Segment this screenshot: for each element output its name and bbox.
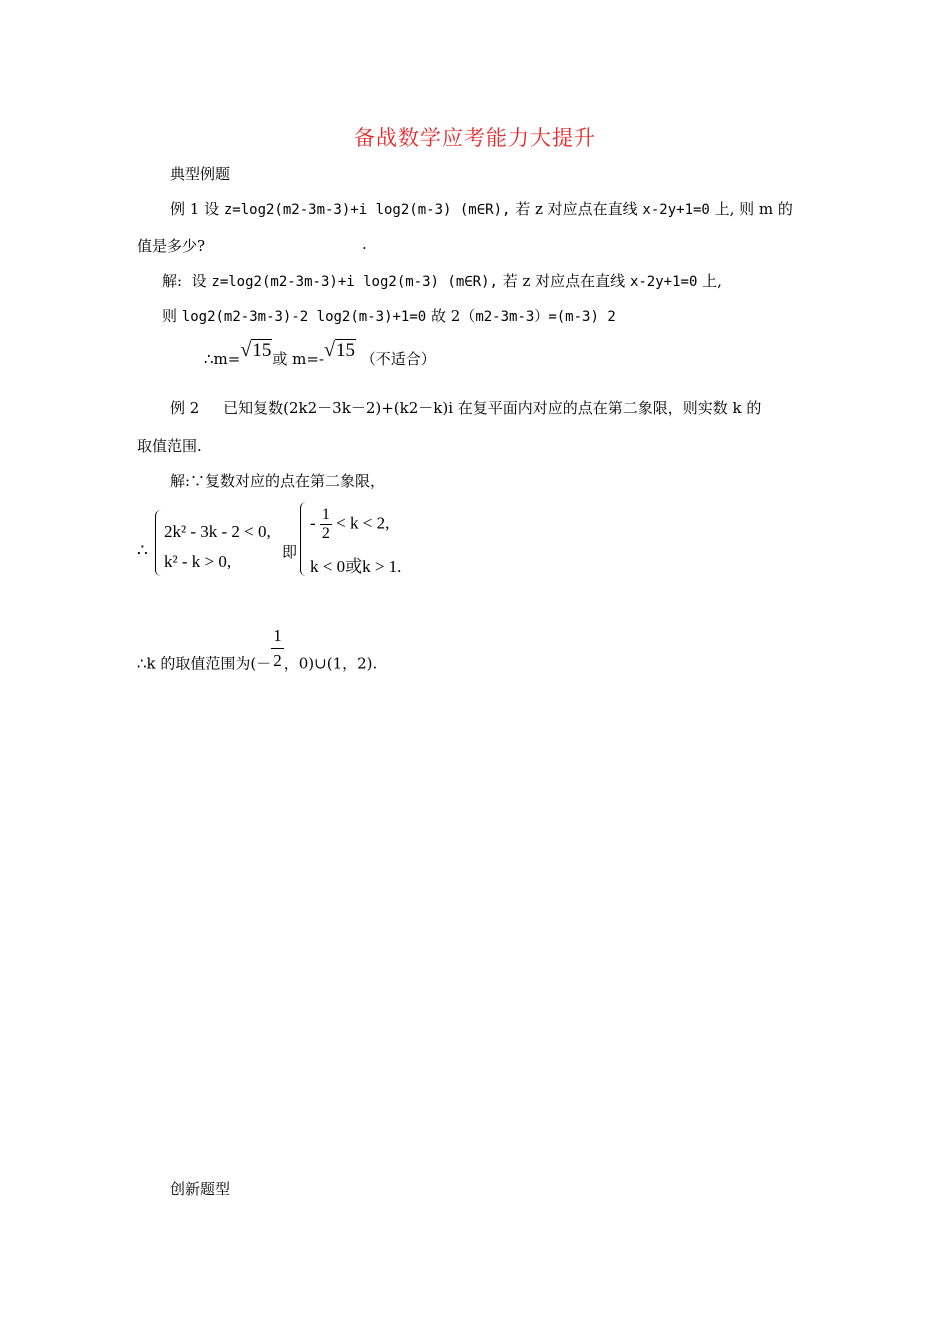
ex1-line: x-2y+1=0 <box>642 202 710 218</box>
ex2-range <box>137 626 378 689</box>
left-brace-2 <box>300 502 309 576</box>
ex1-sol-line: x-2y+1=0 <box>629 274 698 290</box>
ex2-solution: 解:∵复数对应的点在第二象限， <box>170 472 386 490</box>
ex1-ans-or: 或 m=- <box>272 350 324 368</box>
left-brace-1 <box>155 510 164 576</box>
ex1-mid: 若 z 对应点在直线 <box>510 200 643 218</box>
fraction-den: 2 <box>321 525 330 542</box>
ex1-ans-note: （不适合） <box>360 350 436 368</box>
ex1-ans-therefore: ∴m= <box>204 350 241 368</box>
ex1-sol-formula: z=log2(m2-3m-3)+i log2(m-3) (m∈R), <box>211 274 498 290</box>
range-num: 1 <box>271 624 284 649</box>
ex2-label: 例 2 <box>170 399 200 417</box>
ex1-solution <box>162 270 722 291</box>
sys2-row2: k < 0或k > 1. <box>310 557 402 576</box>
ex1-label: 例 1 设 <box>170 200 224 218</box>
range-prefix: ∴k 的取值范围为(－ <box>137 654 272 673</box>
sys1-row1: 2k² - 3k - 2 < 0, <box>164 522 271 541</box>
ex1-answer <box>204 339 436 368</box>
ex2-line2: 取值范围. <box>137 437 202 455</box>
section-heading-typical: 典型例题 <box>170 165 231 183</box>
ex1-ans-root1: 15 <box>252 340 272 361</box>
sqrt-15-first: √15 <box>240 339 272 361</box>
ex1-sol-label: 解: <box>162 272 183 290</box>
sys2-row1 <box>310 506 389 543</box>
sqrt-15-second: √15 <box>323 339 355 361</box>
ex1-line2-dot: . <box>362 235 367 253</box>
ex1-sol-text3: 上, <box>697 272 722 290</box>
ex2-stmt: 已知复数(2k2－3k－2)+(k2－k)i 在复平面内对应的点在第二象限，则实数 k 的 <box>223 399 762 417</box>
page-title: 备战数学应考能力大提升 <box>354 126 596 150</box>
ex2-ji: 即 <box>282 543 298 561</box>
ex1-statement <box>170 198 793 219</box>
sys1-row2: k² - k > 0, <box>164 552 232 571</box>
sys2-row1-minus: - <box>310 513 316 533</box>
ex1-step-formula2: m2-3m-3）=(m-3) 2 <box>475 309 616 325</box>
fraction-half <box>320 506 332 543</box>
ex1-ans-root2: 15 <box>335 340 355 361</box>
ex1-step-gap: 故 2（ <box>426 307 476 325</box>
ex2-therefore: ∴ <box>137 541 148 560</box>
ex1-formula: z=log2(m2-3m-3)+i log2(m-3) (m∈R), <box>223 202 511 218</box>
range-suffix: ，0)∪(1，2). <box>283 654 378 673</box>
fraction-num: 1 <box>321 506 330 523</box>
ex1-step <box>162 305 616 326</box>
ex2-statement <box>170 397 761 418</box>
ex1-end: 上, 则 m 的 <box>709 200 793 218</box>
ex1-step-formula: log2(m2-3m-3)-2 log2(m-3)+1=0 <box>181 309 427 325</box>
range-fraction <box>271 624 284 673</box>
ex1-sol-text1: 设 <box>191 272 212 290</box>
ex1-line2: 值是多少? <box>137 237 206 255</box>
ex1-sol-text2: 若 z 对应点在直线 <box>497 272 630 290</box>
ex1-step-prefix: 则 <box>162 307 182 325</box>
section-heading-innovative: 创新题型 <box>170 1180 231 1198</box>
range-den: 2 <box>273 651 282 670</box>
sys2-row1-rest: < k < 2, <box>336 513 390 533</box>
